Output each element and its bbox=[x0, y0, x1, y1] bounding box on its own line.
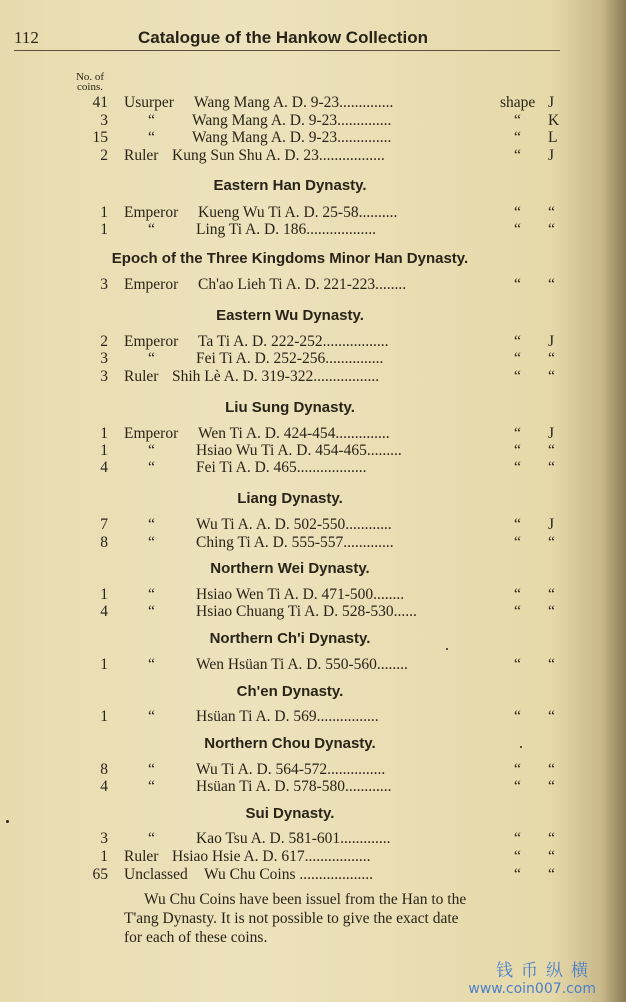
coin-count: 41 bbox=[92, 94, 108, 111]
shape-mark: “ bbox=[514, 276, 521, 293]
catalogue-row bbox=[0, 708, 626, 726]
coin-description: Wu Ti A. A. D. 502-550............ bbox=[196, 516, 392, 533]
ditto-prefix: “ bbox=[148, 516, 155, 533]
shape-letter: “ bbox=[548, 350, 555, 367]
shape-mark: “ bbox=[514, 425, 521, 442]
shape-mark: “ bbox=[514, 761, 521, 778]
section-heading: Liang Dynasty. bbox=[237, 490, 343, 507]
coin-count: 1 bbox=[100, 204, 108, 221]
section-heading: Northern Chou Dynasty. bbox=[204, 735, 376, 752]
coin-count: 1 bbox=[100, 586, 108, 603]
ditto-prefix: “ bbox=[148, 656, 155, 673]
coin-description: Ta Ti A. D. 222-252................. bbox=[198, 333, 389, 350]
shape-letter: “ bbox=[548, 221, 555, 238]
shape-mark: “ bbox=[514, 221, 521, 238]
coin-count: 2 bbox=[100, 333, 108, 350]
catalogue-row bbox=[0, 94, 626, 112]
coin-description: Hsiao Wu Ti A. D. 454-465......... bbox=[196, 442, 402, 459]
ditto-prefix: “ bbox=[148, 129, 155, 146]
column-heading: No. of coins. bbox=[75, 71, 105, 93]
shape-mark: “ bbox=[514, 656, 521, 673]
shape-mark: “ bbox=[514, 830, 521, 847]
coin-title: Emperor bbox=[124, 333, 179, 350]
section-heading: Eastern Wu Dynasty. bbox=[216, 307, 364, 324]
ditto-prefix: “ bbox=[148, 534, 155, 551]
section-heading: Epoch of the Three Kingdoms Minor Han Dynasty. bbox=[111, 250, 469, 267]
watermark-url: www.coin007.com bbox=[468, 981, 596, 997]
shape-letter: “ bbox=[548, 848, 555, 865]
watermark bbox=[468, 956, 596, 997]
catalogue-row bbox=[0, 442, 626, 460]
shape-letter: “ bbox=[548, 368, 555, 385]
shape-letter: “ bbox=[548, 204, 555, 221]
ditto-prefix: “ bbox=[148, 761, 155, 778]
note-line: T'ang Dynasty. It is not possible to give the exact date bbox=[124, 910, 459, 927]
shape-mark: “ bbox=[514, 112, 521, 129]
coin-count: 4 bbox=[100, 778, 108, 795]
coin-count: 7 bbox=[100, 516, 108, 533]
shape-letter: K bbox=[548, 112, 560, 129]
ditto-prefix: “ bbox=[148, 708, 155, 725]
catalogue-row bbox=[0, 112, 626, 130]
shape-letter: “ bbox=[548, 708, 555, 725]
coin-count: 15 bbox=[92, 129, 108, 146]
page-header bbox=[14, 24, 560, 51]
catalogue-row bbox=[0, 425, 626, 443]
section-heading: Eastern Han Dynasty. bbox=[213, 177, 367, 194]
shape-letter: “ bbox=[548, 442, 555, 459]
coin-description: Ling Ti A. D. 186.................. bbox=[196, 221, 377, 238]
coin-count: 3 bbox=[100, 368, 108, 385]
coin-title: Unclassed bbox=[124, 866, 188, 883]
note-line: Wu Chu Coins have been issuel from the Han to the bbox=[144, 891, 467, 908]
shape-letter: J bbox=[548, 516, 555, 533]
coin-title: Emperor bbox=[124, 276, 179, 293]
ink-speck bbox=[6, 820, 9, 823]
coin-count: 8 bbox=[100, 761, 108, 778]
coin-count: 3 bbox=[100, 350, 108, 367]
shape-mark: “ bbox=[514, 147, 521, 164]
catalogue-row bbox=[0, 866, 626, 884]
shape-letter: “ bbox=[548, 534, 555, 551]
ditto-prefix: “ bbox=[148, 586, 155, 603]
shape-mark: “ bbox=[514, 586, 521, 603]
catalogue-row bbox=[0, 204, 626, 222]
coin-description: Kung Sun Shu A. D. 23................. bbox=[172, 147, 385, 164]
ditto-prefix: “ bbox=[148, 603, 155, 620]
shape-mark: “ bbox=[514, 204, 521, 221]
catalogue-row bbox=[0, 516, 626, 534]
shape-mark: “ bbox=[514, 333, 521, 350]
coin-description: Kao Tsu A. D. 581-601............. bbox=[196, 830, 391, 847]
shape-mark: “ bbox=[514, 778, 521, 795]
shape-mark: “ bbox=[514, 603, 521, 620]
ink-speck bbox=[520, 746, 522, 748]
shape-mark: “ bbox=[514, 442, 521, 459]
ditto-prefix: “ bbox=[148, 112, 155, 129]
shape-letter: “ bbox=[548, 276, 555, 293]
coin-count: 1 bbox=[100, 221, 108, 238]
coin-description: Wu Chu Coins ................... bbox=[204, 866, 374, 883]
coin-description: Wu Ti A. D. 564-572............... bbox=[196, 761, 386, 778]
ditto-prefix: “ bbox=[148, 221, 155, 238]
shape-mark: shape bbox=[500, 94, 536, 111]
coin-count: 1 bbox=[100, 848, 108, 865]
coin-description: Hsiao Chuang Ti A. D. 528-530...... bbox=[196, 603, 417, 620]
shape-letter: J bbox=[548, 94, 555, 111]
shape-letter: J bbox=[548, 333, 555, 350]
shape-letter: “ bbox=[548, 778, 555, 795]
catalogue-row bbox=[0, 350, 626, 368]
catalogue-row bbox=[0, 534, 626, 552]
shape-mark: “ bbox=[514, 368, 521, 385]
shape-mark: “ bbox=[514, 129, 521, 146]
shape-mark: “ bbox=[514, 708, 521, 725]
section-heading: Liu Sung Dynasty. bbox=[225, 399, 355, 416]
coin-description: Fei Ti A. D. 465.................. bbox=[196, 459, 367, 476]
shape-mark: “ bbox=[514, 350, 521, 367]
catalogue-row bbox=[0, 603, 626, 621]
coin-count: 3 bbox=[100, 112, 108, 129]
shape-letter: J bbox=[548, 147, 555, 164]
catalogue-row bbox=[0, 221, 626, 239]
coin-count: 1 bbox=[100, 425, 108, 442]
shape-letter: “ bbox=[548, 603, 555, 620]
coin-description: Shih Lè A. D. 319-322................. bbox=[172, 368, 380, 385]
catalogue-row bbox=[0, 778, 626, 796]
coin-title: Usurper bbox=[124, 94, 174, 111]
catalogue-row bbox=[0, 459, 626, 477]
coin-description: Wang Mang A. D. 9-23.............. bbox=[192, 112, 392, 129]
coin-title: Emperor bbox=[124, 425, 179, 442]
shape-letter: “ bbox=[548, 459, 555, 476]
coin-description: Hsüan Ti A. D. 569................ bbox=[196, 708, 379, 725]
coin-description: Wen Ti A. D. 424-454.............. bbox=[198, 425, 390, 442]
catalogue-row bbox=[0, 656, 626, 674]
shape-mark: “ bbox=[514, 534, 521, 551]
coin-count: 3 bbox=[100, 830, 108, 847]
coin-count: 1 bbox=[100, 656, 108, 673]
coin-description: Hsüan Ti A. D. 578-580............ bbox=[196, 778, 392, 795]
coin-title: Ruler bbox=[124, 147, 159, 164]
page-number: 112 bbox=[14, 28, 39, 47]
coin-title: Emperor bbox=[124, 204, 179, 221]
catalogue-row bbox=[0, 848, 626, 866]
catalogue-row bbox=[0, 586, 626, 604]
ditto-prefix: “ bbox=[148, 350, 155, 367]
shape-mark: “ bbox=[514, 848, 521, 865]
coin-description: Ching Ti A. D. 555-557............. bbox=[196, 534, 394, 551]
shape-letter: “ bbox=[548, 656, 555, 673]
coin-count: 3 bbox=[100, 276, 108, 293]
section-heading: Northern Ch'i Dynasty. bbox=[209, 630, 371, 647]
shape-mark: “ bbox=[514, 516, 521, 533]
note-line: for each of these coins. bbox=[124, 929, 268, 946]
ditto-prefix: “ bbox=[148, 459, 155, 476]
ditto-prefix: “ bbox=[148, 830, 155, 847]
ditto-prefix: “ bbox=[148, 442, 155, 459]
section-heading: Sui Dynasty. bbox=[245, 805, 335, 822]
coin-count: 4 bbox=[100, 459, 108, 476]
coin-count: 65 bbox=[92, 866, 108, 883]
coin-count: 8 bbox=[100, 534, 108, 551]
catalogue-row bbox=[0, 368, 626, 386]
coin-count: 2 bbox=[100, 147, 108, 164]
shape-letter: “ bbox=[548, 586, 555, 603]
catalogue-row bbox=[0, 761, 626, 779]
coin-description: Wen Hsüan Ti A. D. 550-560........ bbox=[196, 656, 408, 673]
catalogue-row bbox=[0, 830, 626, 848]
coin-title: Ruler bbox=[124, 368, 159, 385]
shape-mark: “ bbox=[514, 866, 521, 883]
watermark-chinese: 钱币纵横 bbox=[496, 961, 596, 981]
ink-speck bbox=[446, 648, 448, 650]
section-heading: Northern Wei Dynasty. bbox=[210, 560, 370, 577]
coin-description: Kueng Wu Ti A. D. 25-58.......... bbox=[198, 204, 398, 221]
coin-description: Hsiao Hsie A. D. 617................. bbox=[172, 848, 371, 865]
coin-description: Wang Mang A. D. 9-23.............. bbox=[192, 129, 392, 146]
section-heading: Ch'en Dynasty. bbox=[236, 683, 344, 700]
ditto-prefix: “ bbox=[148, 778, 155, 795]
coin-count: 4 bbox=[100, 603, 108, 620]
catalogue-row bbox=[0, 333, 626, 351]
coin-description: Hsiao Wen Ti A. D. 471-500........ bbox=[196, 586, 405, 603]
shape-letter: “ bbox=[548, 761, 555, 778]
coin-description: Wang Mang A. D. 9-23.............. bbox=[194, 94, 394, 111]
running-title: Catalogue of the Hankow Collection bbox=[138, 28, 428, 47]
shape-letter: “ bbox=[548, 830, 555, 847]
catalogue-row bbox=[0, 147, 626, 165]
coin-count: 1 bbox=[100, 708, 108, 725]
coin-title: Ruler bbox=[124, 848, 159, 865]
catalogue-row bbox=[0, 129, 626, 147]
coin-description: Fei Ti A. D. 252-256............... bbox=[196, 350, 384, 367]
shape-mark: “ bbox=[514, 459, 521, 476]
catalogue-row bbox=[0, 276, 626, 294]
closing-note bbox=[124, 890, 564, 947]
shape-letter: J bbox=[548, 425, 555, 442]
coin-description: Ch'ao Lieh Ti A. D. 221-223........ bbox=[198, 276, 407, 293]
coin-count: 1 bbox=[100, 442, 108, 459]
shape-letter: “ bbox=[548, 866, 555, 883]
shape-letter: L bbox=[548, 129, 558, 146]
